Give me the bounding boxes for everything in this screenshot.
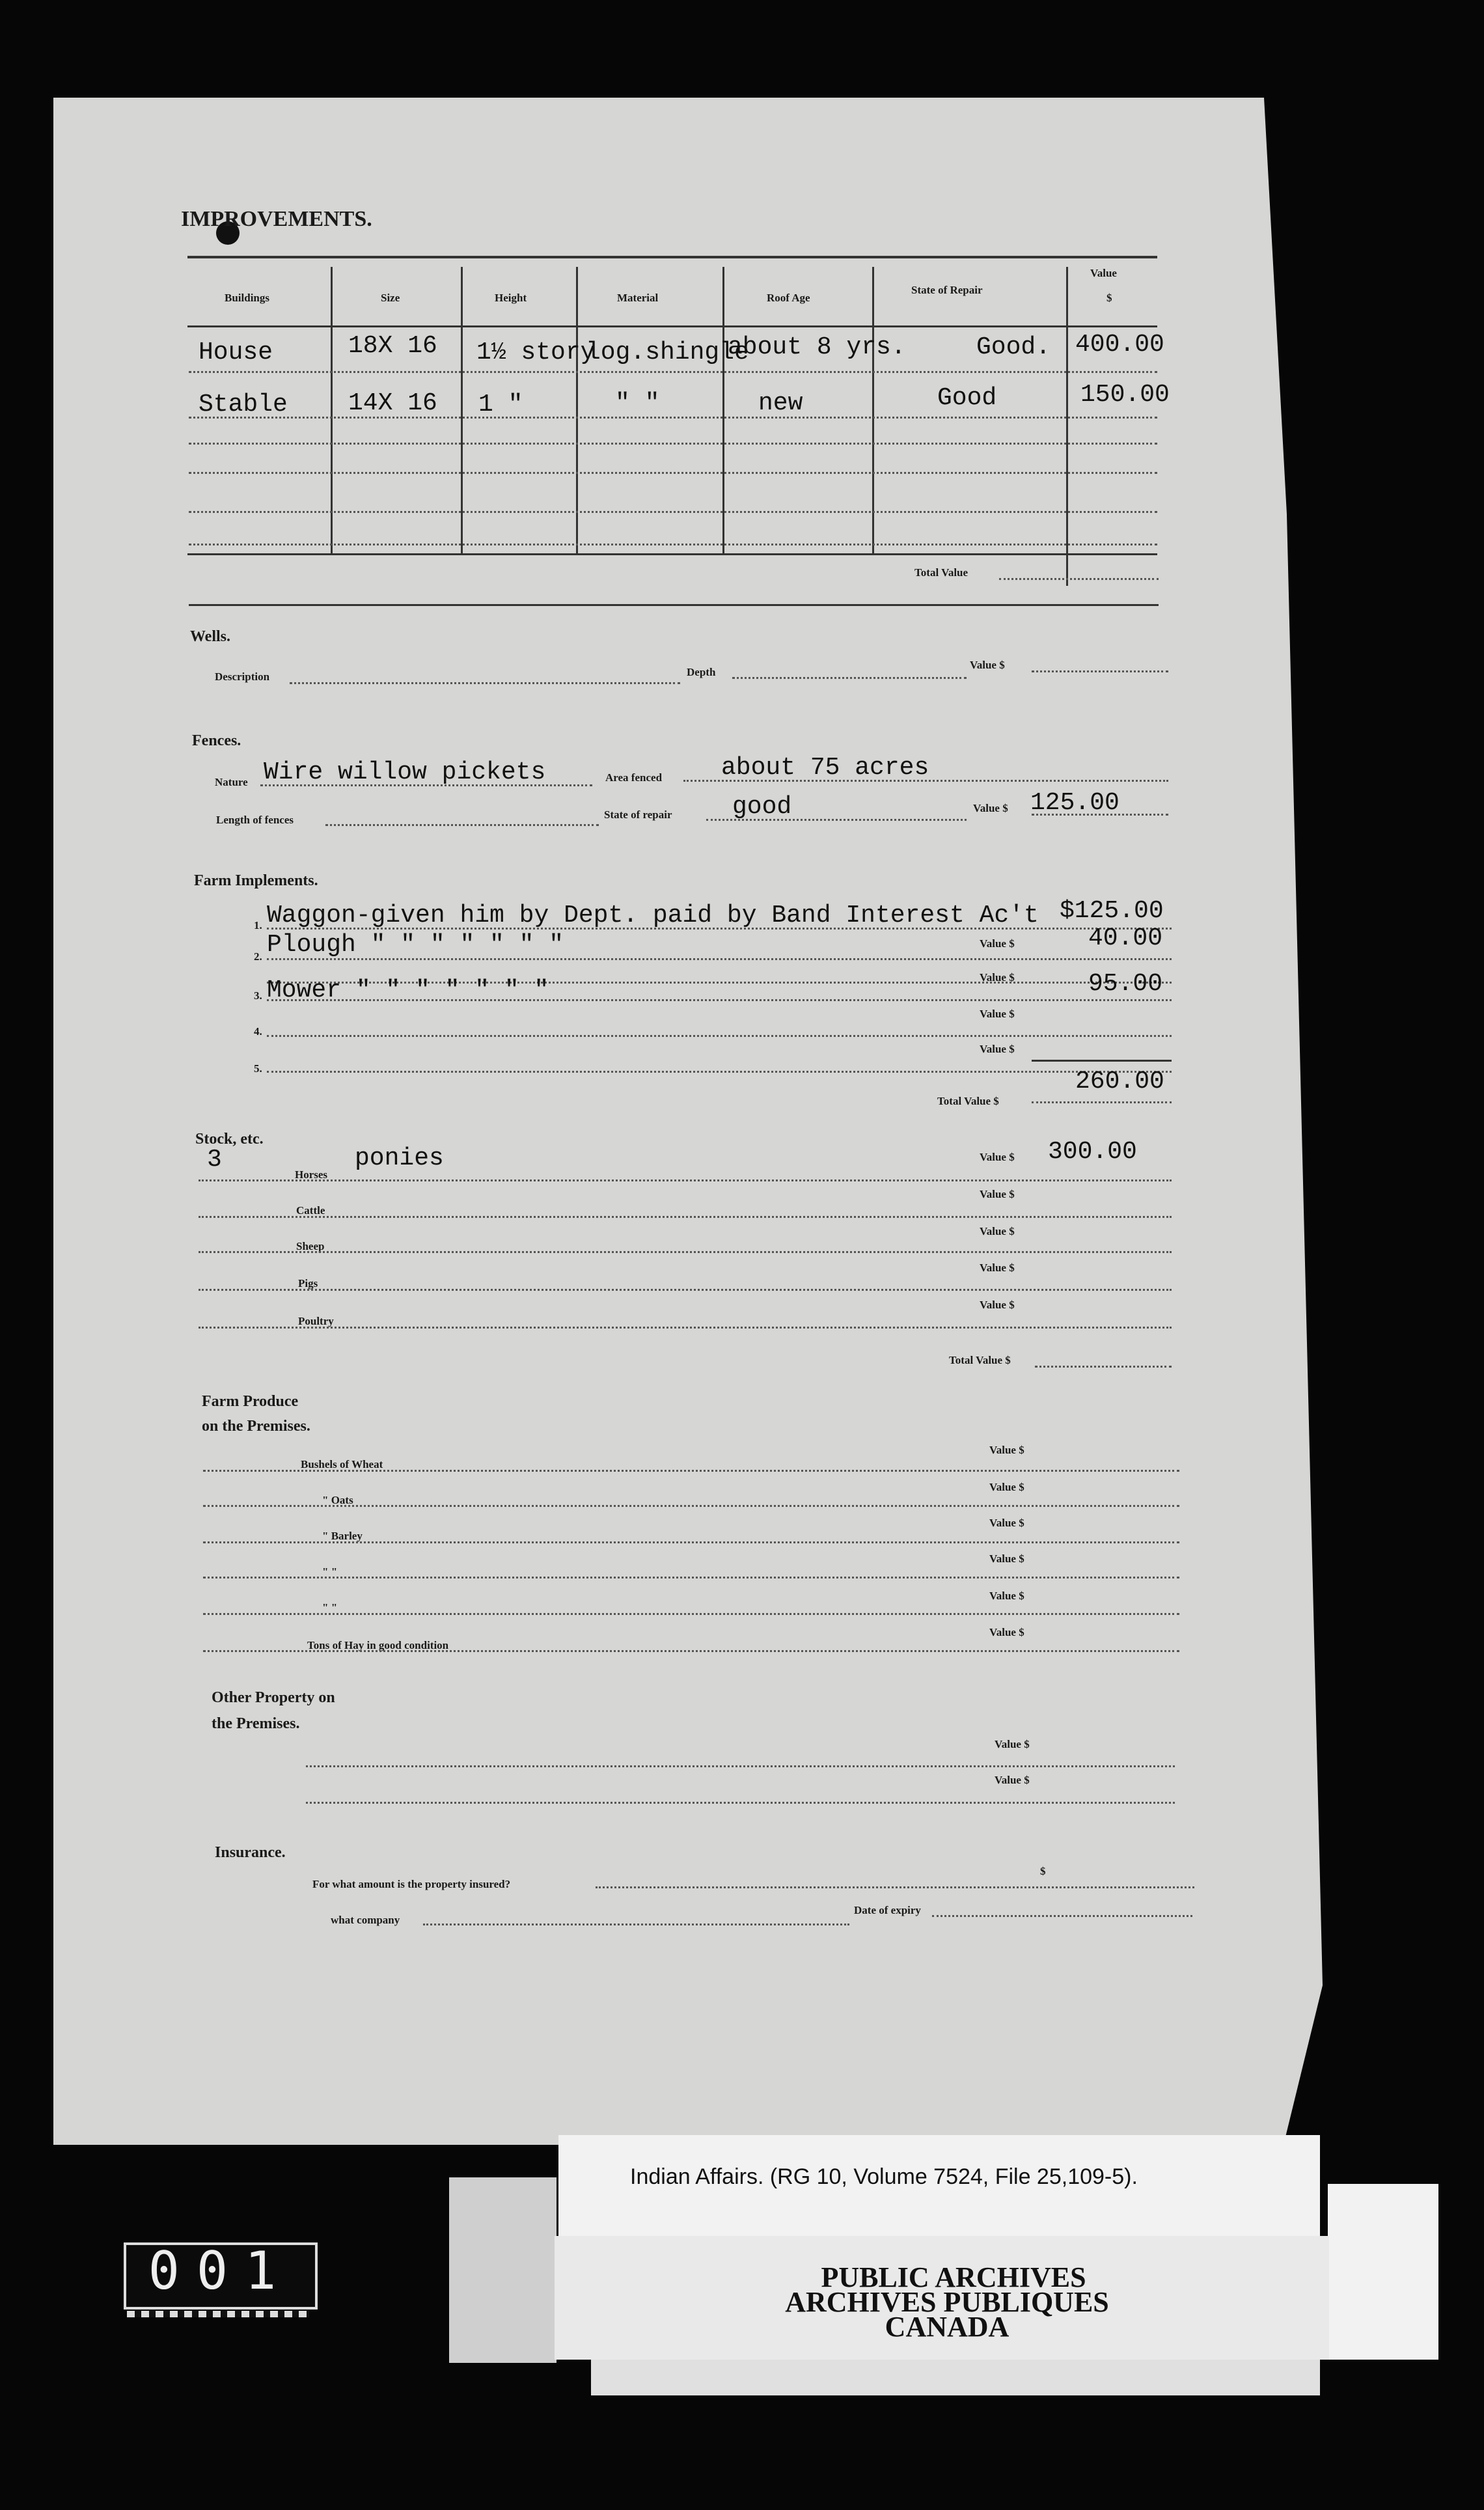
produce-value-label: Value $ [989, 1517, 1024, 1529]
table-header-rule [187, 325, 1157, 327]
other-line [306, 1802, 1175, 1804]
fences-nature-value: Wire willow pickets [264, 758, 546, 786]
implement-number: 1. [254, 919, 262, 931]
insurance-amount-line [596, 1886, 1194, 1888]
col-header-state-of-repair: State of Repair [911, 284, 983, 296]
produce-line [203, 1470, 1179, 1472]
produce-label: Tons of Hay in good condition [307, 1639, 449, 1651]
insurance-dollar: $ [1040, 1865, 1046, 1877]
stock-label-poultry: Poultry [298, 1315, 334, 1327]
fences-repair-label: State of repair [604, 808, 672, 821]
archive-line-1: PUBLIC ARCHIVES [821, 2261, 1086, 2293]
produce-label: " " [322, 1565, 338, 1578]
row-height: 1 " [478, 391, 523, 419]
row-repair: Good [937, 384, 997, 412]
produce-line [203, 1650, 1179, 1652]
implement-description: Waggon-given him by Dept. paid by Band Interest Ac't [267, 902, 1039, 930]
implement-number: 2. [254, 950, 262, 963]
row-value: 150.00 [1080, 381, 1170, 409]
implement-line [267, 1071, 1172, 1073]
table-row-rule [189, 472, 1157, 474]
stock-total-label: Total Value $ [949, 1354, 1011, 1366]
improvements-heading: IMPROVEMENTS. [181, 207, 372, 231]
produce-value-label: Value $ [989, 1552, 1024, 1565]
card-edge [591, 2360, 1320, 2395]
stock-line [199, 1327, 1172, 1329]
stock-heading: Stock, etc. [195, 1131, 264, 1148]
implements-total: 260.00 [1075, 1068, 1164, 1096]
row-size: 14X 16 [348, 389, 437, 417]
stock-total-line [1035, 1366, 1172, 1368]
implements-total-label: Total Value $ [937, 1095, 999, 1107]
table-row-rule [189, 511, 1157, 513]
fences-value-label: Value $ [973, 802, 1008, 814]
row-roof-age: new [758, 389, 803, 417]
row-building: Stable [199, 391, 288, 419]
implement-line [267, 958, 1172, 960]
table-row-rule [189, 544, 1157, 545]
produce-value-label: Value $ [989, 1444, 1024, 1456]
stock-label-sheep: Sheep [296, 1240, 325, 1252]
col-header-material: Material [617, 292, 659, 304]
wells-description-label: Description [215, 670, 270, 683]
produce-line [203, 1541, 1179, 1543]
archive-line-3: CANADA [885, 2311, 1010, 2343]
other-value-label: Value $ [995, 1738, 1030, 1750]
col-divider [461, 267, 463, 553]
col-divider [331, 267, 333, 553]
fences-length-label: Length of fences [216, 814, 294, 826]
implement-description: Plough " " " " " " " [267, 931, 564, 959]
produce-label: " Barley [322, 1530, 363, 1542]
other-value-label: Value $ [995, 1774, 1030, 1786]
implement-number: 5. [254, 1062, 262, 1075]
produce-line [203, 1613, 1179, 1615]
fences-nature-line [260, 784, 592, 786]
fences-area-value: about 75 acres [721, 754, 929, 782]
stock-line [199, 1216, 1172, 1218]
col-divider [722, 267, 724, 553]
produce-value-label: Value $ [989, 1481, 1024, 1493]
film-sprocket-strip [127, 2311, 309, 2317]
table-top-rule [187, 256, 1157, 258]
col-header-dollar: $ [1106, 292, 1112, 304]
wells-value-line [1032, 670, 1168, 672]
section-rule [189, 604, 1159, 606]
col-divider [872, 267, 874, 553]
fences-repair-line [706, 819, 967, 821]
table-row-rule [189, 417, 1157, 419]
implements-sum-rule [1032, 1060, 1172, 1062]
card-edge [449, 2177, 556, 2363]
produce-label: " Oats [322, 1494, 353, 1506]
implement-number: 4. [254, 1025, 262, 1038]
improvements-total-label: Total Value [914, 566, 969, 579]
fences-heading: Fences. [192, 732, 241, 749]
implement-line [267, 928, 1172, 930]
stock-value-label: Value $ [980, 1188, 1015, 1200]
fences-nature-label: Nature [215, 776, 248, 788]
stock-note: ponies [355, 1144, 444, 1172]
frame-counter: 001 [124, 2242, 318, 2310]
implement-description: Mower " " " " " " " [267, 976, 549, 1004]
stock-line [199, 1179, 1172, 1181]
produce-value-label: Value $ [989, 1590, 1024, 1602]
implement-value: 40.00 [1088, 924, 1163, 952]
wells-heading: Wells. [190, 628, 231, 645]
produce-label: Bushels of Wheat [301, 1458, 383, 1470]
row-height: 1½ story [476, 338, 596, 366]
table-row-rule [189, 443, 1157, 445]
insurance-expiry-label: Date of expiry [854, 1904, 921, 1916]
implement-line [267, 999, 1172, 1001]
other-subheading: the Premises. [212, 1715, 300, 1732]
stock-count: 3 [207, 1146, 222, 1174]
implement-line [267, 1035, 1172, 1037]
col-divider [1066, 267, 1068, 586]
row-repair: Good. [976, 333, 1051, 361]
table-row-rule [189, 371, 1157, 373]
produce-label: " " [322, 1601, 338, 1614]
row-material: " " [615, 389, 660, 417]
wells-description-line [290, 682, 680, 684]
insurance-amount-label: For what amount is the property insured? [312, 1878, 511, 1890]
implements-heading: Farm Implements. [194, 872, 318, 889]
stock-label-pigs: Pigs [298, 1277, 318, 1289]
implement-value: 95.00 [1088, 970, 1163, 998]
col-header-buildings: Buildings [225, 292, 269, 304]
other-heading: Other Property on [212, 1689, 335, 1706]
produce-subheading: on the Premises. [202, 1418, 310, 1435]
col-divider [576, 267, 578, 553]
stock-label-horses: Horses [295, 1168, 328, 1181]
stock-value-label: Value $ [980, 1262, 1015, 1274]
row-building: House [199, 338, 273, 366]
fences-length-line [325, 824, 599, 826]
col-header-size: Size [381, 292, 400, 304]
col-header-value: Value [1090, 267, 1117, 279]
card-edge [1328, 2184, 1438, 2360]
fences-value-line [1032, 814, 1168, 816]
stock-line [199, 1289, 1172, 1291]
implement-value-label: Value $ [980, 937, 1015, 950]
insurance-expiry-line [932, 1915, 1192, 1917]
wells-depth-line [732, 677, 967, 679]
produce-value-label: Value $ [989, 1626, 1024, 1638]
stock-value: 300.00 [1048, 1138, 1137, 1166]
produce-line [203, 1505, 1179, 1507]
col-header-height: Height [495, 292, 527, 304]
table-bottom-rule [187, 553, 1157, 555]
col-header-roof-age: Roof Age [767, 292, 810, 304]
row-roof-age: about 8 yrs. [728, 333, 906, 361]
wells-value-label: Value $ [970, 659, 1005, 671]
stock-value-label: Value $ [980, 1225, 1015, 1237]
fences-value: 125.00 [1030, 789, 1120, 817]
fences-area-label: Area fenced [605, 771, 663, 784]
row-material: log.shingle [586, 338, 749, 366]
archive-reference: Indian Affairs. (RG 10, Volume 7524, File 25,109-5). [630, 2164, 1138, 2189]
implement-value-label: Value $ [980, 1008, 1015, 1020]
stock-line [199, 1251, 1172, 1253]
row-size: 18X 16 [348, 332, 437, 360]
insurance-heading: Insurance. [215, 1844, 286, 1861]
fences-repair-value: good [732, 793, 792, 821]
fences-area-line [683, 780, 1168, 782]
stock-value-label: Value $ [980, 1299, 1015, 1311]
row-value: 400.00 [1075, 331, 1164, 359]
improvements-total-line [999, 578, 1159, 580]
stock-value-label: Value $ [980, 1151, 1015, 1163]
implement-value-label: Value $ [980, 1043, 1015, 1055]
implement-value-label: Value $ [980, 971, 1015, 984]
other-line [306, 1765, 1175, 1767]
insurance-company-label: what company [331, 1914, 400, 1926]
produce-heading: Farm Produce [202, 1393, 299, 1410]
wells-depth-label: Depth [687, 666, 716, 678]
insurance-company-line [423, 1924, 849, 1925]
implements-total-line [1032, 1101, 1172, 1103]
stock-label-cattle: Cattle [296, 1204, 325, 1217]
produce-line [203, 1577, 1179, 1579]
implement-value: $125.00 [1060, 897, 1164, 925]
archive-line-2: ARCHIVES PUBLIQUES [785, 2286, 1109, 2318]
implement-number: 3. [254, 989, 262, 1002]
